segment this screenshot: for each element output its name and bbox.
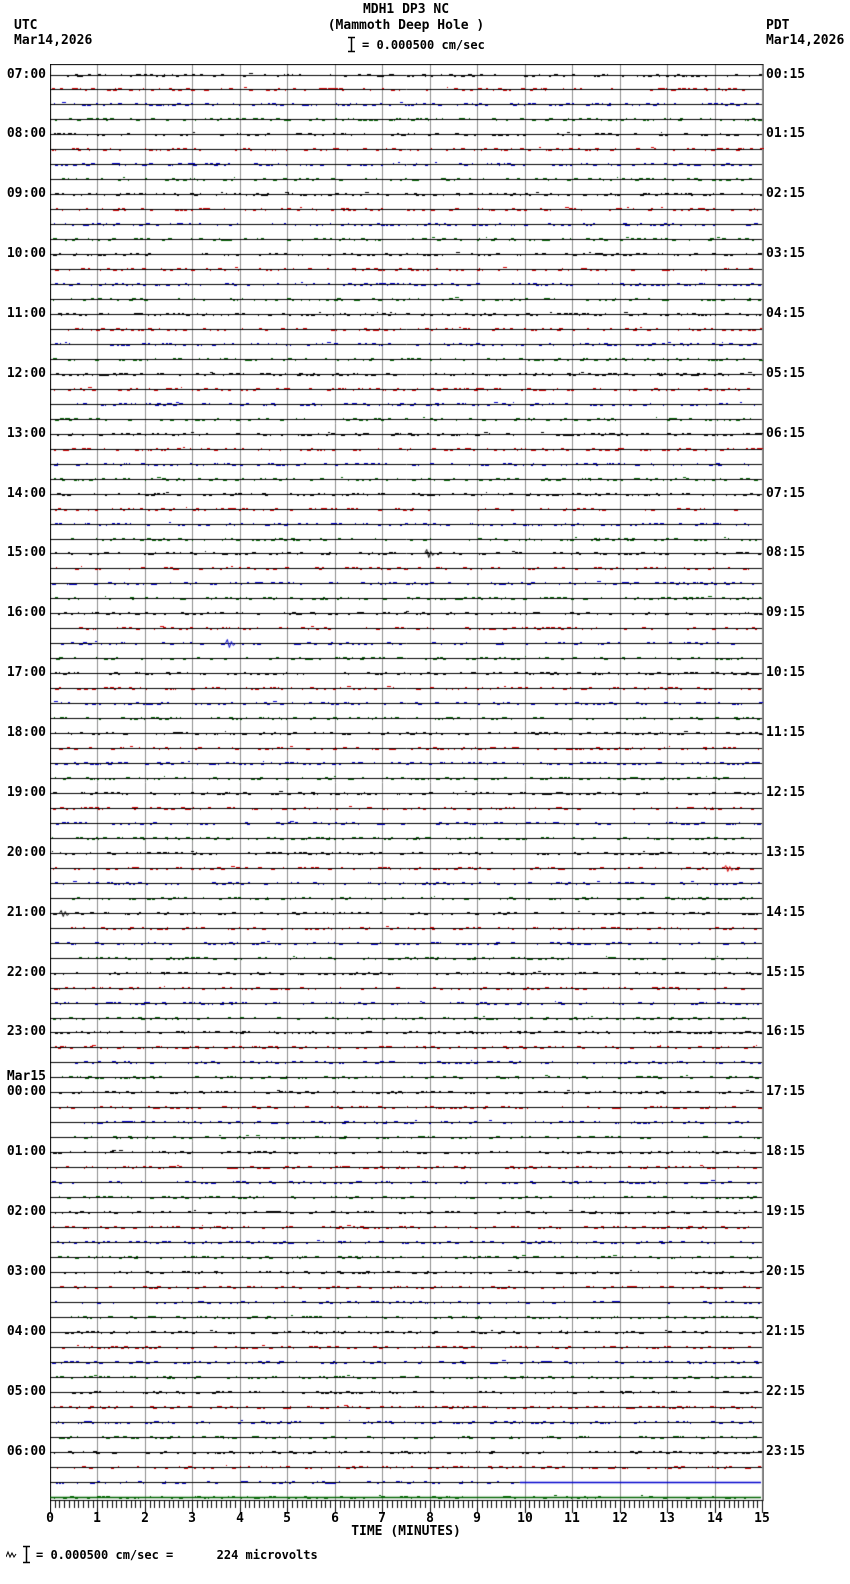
x-axis-tick-label: 0: [46, 1511, 54, 1526]
utc-hour-label: 21:00: [6, 905, 46, 920]
x-axis-tick-label: 5: [283, 1511, 291, 1526]
utc-hour-label: 03:00: [6, 1264, 46, 1279]
x-axis-tick-label: 7: [378, 1511, 386, 1526]
pdt-hour-label: 11:15: [766, 725, 806, 740]
utc-hour-label: 05:00: [6, 1384, 46, 1399]
utc-hour-label: 23:00: [6, 1024, 46, 1039]
x-axis-tick-label: 1: [93, 1511, 101, 1526]
date-rollover-label: Mar15: [6, 1069, 46, 1084]
utc-hour-label: 00:00: [6, 1084, 46, 1099]
utc-hour-label: 22:00: [6, 965, 46, 980]
x-axis-tick-label: 9: [473, 1511, 481, 1526]
x-axis-tick-label: 6: [331, 1511, 339, 1526]
utc-hour-label: 08:00: [6, 126, 46, 141]
utc-hour-label: 15:00: [6, 545, 46, 560]
date-right: Mar14,2026: [766, 33, 845, 48]
pdt-hour-label: 10:15: [766, 665, 806, 680]
footer-note-text: = 0.000500 cm/sec = 224 microvolts: [36, 1547, 318, 1562]
date-left: Mar14,2026: [14, 33, 93, 48]
utc-hour-label: 04:00: [6, 1324, 46, 1339]
pdt-hour-label: 22:15: [766, 1384, 806, 1399]
pdt-hour-label: 03:15: [766, 246, 806, 261]
pdt-hour-label: 14:15: [766, 905, 806, 920]
pdt-hour-label: 09:15: [766, 605, 806, 620]
utc-hour-label: 01:00: [6, 1144, 46, 1159]
timezone-right: PDT: [766, 18, 790, 33]
pdt-hour-label: 07:15: [766, 486, 806, 501]
x-axis-tick-label: 4: [236, 1511, 244, 1526]
station-location: (Mammoth Deep Hole ): [327, 18, 485, 33]
x-axis-tick-label: 12: [612, 1511, 628, 1526]
x-axis-tick-label: 13: [659, 1511, 675, 1526]
pdt-hour-label: 08:15: [766, 545, 806, 560]
calibration-wiggle-icon: [6, 1550, 17, 1559]
x-axis-tick-label: 14: [707, 1511, 723, 1526]
utc-hour-label: 12:00: [6, 366, 46, 381]
utc-hour-label: 14:00: [6, 486, 46, 501]
pdt-hour-label: 19:15: [766, 1204, 806, 1219]
pdt-hour-label: 05:15: [766, 366, 806, 381]
x-axis-tick-label: 3: [188, 1511, 196, 1526]
utc-hour-label: 18:00: [6, 725, 46, 740]
timezone-left: UTC: [14, 18, 38, 33]
utc-hour-label: 20:00: [6, 845, 46, 860]
utc-hour-label: 19:00: [6, 785, 46, 800]
pdt-hour-label: 18:15: [766, 1144, 806, 1159]
pdt-hour-label: 04:15: [766, 306, 806, 321]
pdt-hour-label: 17:15: [766, 1084, 806, 1099]
scale-legend: [347, 36, 485, 53]
utc-hour-label: 06:00: [6, 1444, 46, 1459]
utc-hour-label: 17:00: [6, 665, 46, 680]
footer-scale-note: [6, 1545, 318, 1564]
scale-text: = 0.000500 cm/sec: [362, 37, 485, 52]
pdt-hour-label: 06:15: [766, 426, 806, 441]
utc-hour-label: 09:00: [6, 186, 46, 201]
heliplot-canvas: [50, 64, 764, 1516]
pdt-hour-label: 21:15: [766, 1324, 806, 1339]
pdt-hour-label: 00:15: [766, 67, 806, 82]
amplitude-scale-bar-icon: [347, 36, 356, 53]
utc-hour-label: 02:00: [6, 1204, 46, 1219]
amplitude-scale-bar-icon: [22, 1545, 31, 1564]
utc-hour-label: 13:00: [6, 426, 46, 441]
station-title: MDH1 DP3 NC: [362, 2, 450, 17]
utc-hour-label: 11:00: [6, 306, 46, 321]
x-axis-tick-label: 10: [517, 1511, 533, 1526]
pdt-hour-label: 23:15: [766, 1444, 806, 1459]
utc-hour-label: 10:00: [6, 246, 46, 261]
x-axis-tick-label: 15: [754, 1511, 770, 1526]
x-axis-tick-label: 2: [141, 1511, 149, 1526]
pdt-hour-label: 20:15: [766, 1264, 806, 1279]
x-axis-tick-label: 11: [564, 1511, 580, 1526]
x-axis-tick-label: 8: [426, 1511, 434, 1526]
pdt-hour-label: 02:15: [766, 186, 806, 201]
utc-hour-label: 07:00: [6, 67, 46, 82]
pdt-hour-label: 12:15: [766, 785, 806, 800]
pdt-hour-label: 01:15: [766, 126, 806, 141]
pdt-hour-label: 15:15: [766, 965, 806, 980]
x-axis-title: TIME (MINUTES): [351, 1524, 461, 1539]
pdt-hour-label: 13:15: [766, 845, 806, 860]
utc-hour-label: 16:00: [6, 605, 46, 620]
pdt-hour-label: 16:15: [766, 1024, 806, 1039]
